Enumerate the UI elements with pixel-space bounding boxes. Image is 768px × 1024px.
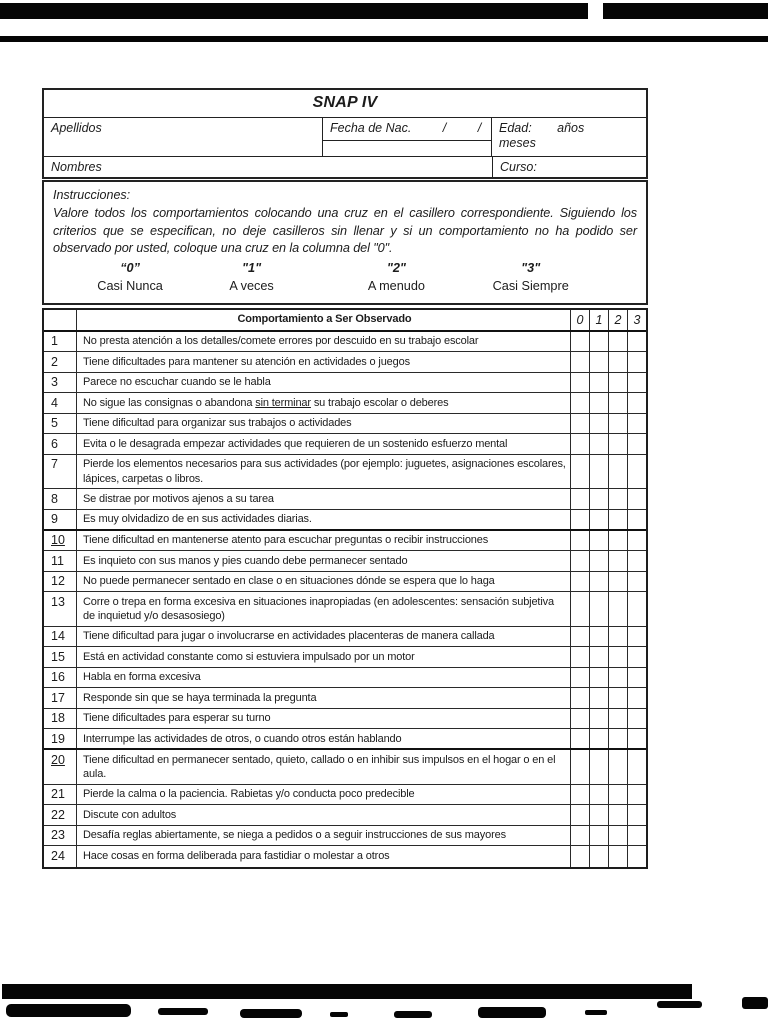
table-row [44,455,646,490]
scan-artifact-blob [394,1011,432,1018]
score-cell-1 [589,592,608,626]
header-table [42,88,648,179]
score-cell-3 [627,393,646,413]
score-cell-3 [627,805,646,825]
fecha-nac-label: Fecha de Nac. [330,121,412,135]
score-cell-1 [589,750,608,784]
score-cell-3 [627,729,646,748]
score-cell-1 [589,688,608,708]
behavior-table [42,308,648,869]
score-cell-2 [608,434,627,454]
score-cell-3 [627,352,646,372]
score-cell-3 [627,455,646,489]
table-row [44,373,646,394]
score-cell-0 [570,393,589,413]
row-text: Pierde los elementos necesarios para sus actividades (por ejemplo: juguetes, asignaciones escolares, lápices, carpetas o libros. [83,458,566,485]
table-header-row [44,310,646,332]
table-row [44,510,646,531]
row-text: Evita o le desagrada empezar actividades que requieren de un sostenido esfuerzo mental [83,437,508,450]
scan-artifact-blob [585,1010,607,1015]
score-cell-0 [570,592,589,626]
table-row [44,627,646,648]
scan-artifact-blob [240,1009,302,1018]
score-cell-2 [608,709,627,729]
score-cell-2 [608,510,627,529]
score-cell-2 [608,785,627,805]
row-number: 2 [44,352,77,372]
scale-label-a-menudo: A menudo [367,278,425,293]
score-cell-2 [608,592,627,626]
table-row [44,434,646,455]
form-title: SNAP IV [44,90,646,118]
header-row-1 [44,118,646,156]
score-cell-0 [570,489,589,509]
scan-artifact-bottom-bar [2,984,692,999]
rating-scale-values [53,261,637,278]
score-cell-1 [589,489,608,509]
score-cell-3 [627,709,646,729]
table-row [44,668,646,689]
row-text: Se distrae por motivos ajenos a su tarea [83,492,274,505]
table-row [44,592,646,627]
score-cell-3 [627,510,646,529]
instructions-line-2: criterios que se especifican, no deje casilleros sin llenar y si un comportamiento no ha podido ser [53,223,637,238]
score-cell-3 [627,668,646,688]
score-cell-2 [608,647,627,667]
score-cell-1 [589,846,608,867]
scan-artifact-blob [158,1008,208,1015]
score-cell-0 [570,572,589,592]
instructions-box [42,180,648,305]
scan-artifact-blob [330,1012,348,1017]
score-cell-0 [570,750,589,784]
row-number: 7 [44,455,77,489]
score-cell-1 [589,332,608,352]
score-cell-2 [608,332,627,352]
table-row [44,489,646,510]
table-row [44,531,646,552]
scale-value-1: "1" [242,260,262,275]
row-text: Tiene dificultad para jugar o involucrarse en actividades placenteras de manera callada [83,630,495,642]
score-cell-3 [627,826,646,846]
score-cell-1 [589,729,608,748]
score-cell-3 [627,688,646,708]
score-cell-2 [608,572,627,592]
row-text: Hace cosas en forma deliberada para fastidiar o molestar a otros [83,849,390,862]
row-number: 16 [44,668,77,688]
score-cell-1 [589,414,608,434]
score-cell-1 [589,647,608,667]
date-slash: / [477,121,482,135]
row-text: Habla en forma excesiva [83,671,201,683]
score-cell-1 [589,826,608,846]
row-number: 11 [44,551,77,571]
row-number: 9 [44,510,77,529]
row-number: 18 [44,709,77,729]
table-row [44,709,646,730]
row-number: 5 [44,414,77,434]
score-cell-0 [570,785,589,805]
row-number: 15 [44,647,77,667]
row-number: 14 [44,627,77,647]
score-cell-0 [570,826,589,846]
score-cell-3 [627,750,646,784]
score-cell-0 [570,352,589,372]
row-number: 19 [44,729,77,748]
snap-iv-form [42,88,648,869]
row-text: Desafía reglas abiertamente, se niega a pedidos o a seguir instrucciones de sus mayores [83,829,506,841]
scale-label-casi-nunca: Casi Nunca [97,278,163,293]
edad-line-1 [492,118,646,135]
score-cell-0 [570,434,589,454]
score-cell-2 [608,373,627,393]
rating-scale-labels [53,279,637,296]
table-row [44,846,646,867]
score-cell-0 [570,688,589,708]
table-row [44,414,646,435]
score-cell-2 [608,531,627,551]
score-cell-1 [589,434,608,454]
question-rows [44,332,646,867]
row-text: No sigue las consignas o abandona sin terminar su trabajo escolar o deberes [83,396,449,409]
score-cell-3 [627,592,646,626]
score-cell-0 [570,455,589,489]
row-text: Responde sin que se haya terminada la pregunta [83,691,317,704]
row-text: No presta atención a los detalles/comete errores por descuido en su trabajo escolar [83,335,479,347]
row-number: 10 [44,531,77,551]
table-row [44,332,646,353]
row-number: 21 [44,785,77,805]
score-cell-2 [608,489,627,509]
scale-label-casi-siempre: Casi Siempre [492,278,569,293]
score-cell-3 [627,332,646,352]
header-row-2 [44,156,646,177]
edad-anos-label: años [557,121,585,135]
row-text: Tiene dificultad para organizar sus trabajos o actividades [83,417,352,429]
table-row [44,688,646,709]
scan-artifact-top-bar-right [603,3,768,19]
score-cell-0 [570,332,589,352]
row-text: Tiene dificultad en permanecer sentado, quieto, callado o en inhibir sus impulsos en el hogar o en el aula. [83,753,556,780]
score-cell-1 [589,455,608,489]
scan-artifact-blob [478,1007,546,1018]
score-cell-3 [627,785,646,805]
score-header-2: 2 [608,310,627,330]
score-cell-1 [589,510,608,529]
row-number: 1 [44,332,77,352]
score-cell-2 [608,688,627,708]
row-number: 6 [44,434,77,454]
score-cell-0 [570,414,589,434]
score-cell-1 [589,709,608,729]
instructions-line-1: Valore todos los comportamientos colocando una cruz en el casillero correspondiente. Siguiendo los [53,206,637,220]
row-number: 12 [44,572,77,592]
curso-field: Curso: [492,157,646,177]
scan-artifact-blob [742,997,768,1009]
scale-value-3: "3" [521,260,541,275]
row-text: Tiene dificultad en mantenerse atento para escuchar preguntas o recibir instrucciones [83,534,489,546]
score-cell-1 [589,805,608,825]
score-cell-2 [608,551,627,571]
row-number: 13 [44,592,77,626]
row-number: 20 [44,750,77,784]
score-cell-2 [608,750,627,784]
row-number: 8 [44,489,77,509]
table-row [44,352,646,373]
score-cell-0 [570,627,589,647]
table-row [44,572,646,593]
scale-label-a-veces: A veces [229,278,274,293]
scan-artifact-top-line [0,36,768,42]
score-cell-2 [608,846,627,867]
score-cell-3 [627,846,646,867]
score-cell-2 [608,668,627,688]
score-cell-0 [570,373,589,393]
row-text: Discute con adultos [83,808,177,821]
score-cell-1 [589,551,608,571]
scale-value-0: “0” [120,260,140,275]
score-cell-1 [589,785,608,805]
edad-meses-label: meses [499,136,536,150]
nombres-field: Nombres [51,160,102,174]
row-number: 24 [44,846,77,867]
score-cell-3 [627,647,646,667]
score-cell-3 [627,414,646,434]
score-cell-3 [627,434,646,454]
row-number: 23 [44,826,77,846]
edad-field [492,118,646,156]
row-text: Es muy olvidadizo de en sus actividades diarias. [83,513,312,525]
score-cell-0 [570,846,589,867]
score-cell-3 [627,627,646,647]
table-header-title: Comportamiento a Ser Observado [237,313,412,325]
row-text: Tiene dificultades para mantener su atención en actividades o juegos [83,355,410,368]
row-number: 22 [44,805,77,825]
table-row [44,393,646,414]
row-number: 3 [44,373,77,393]
score-cell-1 [589,352,608,372]
score-cell-1 [589,373,608,393]
score-cell-0 [570,647,589,667]
score-cell-2 [608,826,627,846]
scan-artifact-blob [6,1004,131,1017]
score-cell-0 [570,709,589,729]
score-cell-2 [608,805,627,825]
score-cell-1 [589,627,608,647]
table-row [44,785,646,806]
score-cell-1 [589,572,608,592]
row-number: 4 [44,393,77,413]
score-cell-0 [570,805,589,825]
row-text: Pierde la calma o la paciencia. Rabietas y/o conducta poco predecible [83,788,415,800]
score-cell-3 [627,373,646,393]
table-row [44,729,646,750]
table-row [44,805,646,826]
score-cell-0 [570,668,589,688]
row-text: Corre o trepa en forma excesiva en situaciones inapropiadas (en adolescentes: sensación subjetiva de inquietud y/o desasosiego) [83,595,554,622]
scale-value-2: "2" [386,260,406,275]
score-cell-2 [608,729,627,748]
score-cell-2 [608,352,627,372]
row-text: Interrumpe las actividades de otros, o cuando otros están hablando [83,732,402,745]
score-header-3: 3 [627,310,646,330]
score-header-1: 1 [589,310,608,330]
row-text: Parece no escuchar cuando se le habla [83,376,271,388]
score-cell-0 [570,531,589,551]
table-row [44,750,646,785]
score-cell-3 [627,531,646,551]
fecha-nac-line [323,118,491,141]
apellidos-field: Apellidos [51,121,102,135]
fecha-nac-field [322,118,492,156]
score-cell-1 [589,393,608,413]
table-row [44,647,646,668]
score-cell-2 [608,455,627,489]
score-header-0: 0 [570,310,589,330]
row-text: Es inquieto con sus manos y pies cuando debe permanecer sentado [83,554,408,567]
score-cell-1 [589,531,608,551]
score-cell-2 [608,627,627,647]
scan-artifact-blob [657,1001,702,1008]
score-cell-0 [570,729,589,748]
score-cell-0 [570,510,589,529]
row-number: 17 [44,688,77,708]
row-text: Está en actividad constante como si estuviera impulsado por un motor [83,650,415,663]
score-cell-2 [608,414,627,434]
scan-artifact-top-bar-left [0,3,588,19]
date-slash: / [442,121,447,135]
instructions-line-3: observado por usted, coloque una cruz en la columna del "0". [53,241,393,255]
header-number-cell [44,310,77,330]
table-row [44,826,646,847]
row-text: No puede permanecer sentado en clase o en situaciones dónde se espera que lo haga [83,575,495,587]
edad-label: Edad: [499,121,532,135]
score-cell-3 [627,551,646,571]
score-cell-0 [570,551,589,571]
score-cell-2 [608,393,627,413]
score-cell-3 [627,489,646,509]
row-text: Tiene dificultades para esperar su turno [83,712,271,724]
table-row [44,551,646,572]
score-cell-3 [627,572,646,592]
instructions-label: Instrucciones: [53,188,131,202]
score-cell-1 [589,668,608,688]
